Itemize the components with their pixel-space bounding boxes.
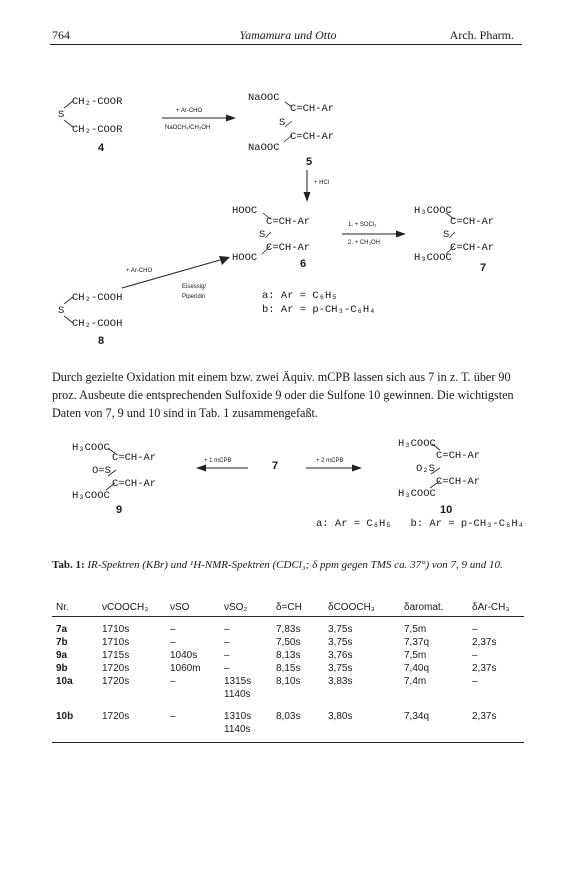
- table-cell: 7,83s: [276, 624, 301, 635]
- reagent-archo: + Ar-CHO: [176, 108, 203, 114]
- col-header-delta-ar-ch3: δAr-CH₃: [468, 598, 524, 617]
- row-number-cell: 10a: [56, 676, 73, 687]
- row-number-cell: [52, 723, 98, 743]
- row-number-cell: 9b: [56, 663, 68, 674]
- substituent-b: b: Ar = p-CH₃-C₆H₄: [262, 304, 376, 316]
- table-caption-label: Tab. 1:: [52, 559, 85, 571]
- compound-10-number: 10: [440, 504, 453, 516]
- col-header-nu-so2: νSO₂: [220, 598, 272, 617]
- table-cell: –: [472, 624, 478, 635]
- table-cell: [324, 723, 400, 743]
- table-header-row: [52, 598, 524, 617]
- table-row: [52, 636, 524, 649]
- table-row: [52, 701, 524, 723]
- table-cell: 3,76s: [328, 650, 353, 661]
- compound-4-line1: CH₂-COOR: [72, 96, 123, 108]
- table-cell: 2,37s: [472, 663, 497, 674]
- table-cell: 1040s: [170, 650, 198, 661]
- reagent-piperidin: Piperidin: [182, 294, 206, 300]
- compound-10-line3: H₃COOC: [398, 488, 436, 500]
- compound-4-sulfur: S: [58, 109, 65, 121]
- compound-10-line2: C=CH-Ar: [436, 476, 481, 488]
- compound-8-number: 8: [98, 335, 105, 347]
- table-cell: –: [170, 637, 176, 648]
- body-paragraph: Durch gezielte Oxidation mit einem bzw. zwei Äquiv. mCPB lassen sich aus 7 in z. T. über 90 proz. Ausbeute die entsprechenden Sulfoxide 9 oder die Sulfone 10 gewinnen. Die wichtigsten Daten von 7, 9 und 10 sind in Tab. 1 zusammengefaßt.: [52, 370, 514, 420]
- table-cell: –: [224, 637, 230, 648]
- table-cell: 1315s: [224, 676, 252, 687]
- table-cell: [98, 723, 166, 743]
- compound-6-number: 6: [300, 258, 307, 270]
- row-number-cell: 7b: [56, 637, 68, 648]
- table-cell: [166, 688, 220, 701]
- table-cell: 8,13s: [276, 650, 301, 661]
- col-header-nu-cooch3: νCOOCH₃: [98, 598, 166, 617]
- compound-8-sulfur: S: [58, 305, 65, 317]
- table-cell: 1140s: [224, 689, 251, 700]
- table-cell: 7,5m: [404, 624, 427, 635]
- table-cell: 7,34q: [404, 711, 430, 722]
- compound-9-line2: C=CH-Ar: [112, 478, 157, 490]
- table-cell: –: [472, 650, 478, 661]
- row-number-cell: 9a: [56, 650, 68, 661]
- col-header-nu-so: νSO: [166, 598, 220, 617]
- running-authors: Yamamura und Otto: [239, 28, 337, 42]
- table-cell: –: [224, 650, 230, 661]
- journal-name: Arch. Pharm.: [449, 28, 514, 42]
- table-cell: 7,40q: [404, 663, 430, 674]
- table-cell: 8,15s: [276, 663, 301, 674]
- compound-10-sulfone: O₂S: [416, 463, 435, 475]
- table-cell: –: [224, 624, 230, 635]
- table-cell: 1710s: [102, 624, 130, 635]
- table-cell: –: [224, 663, 230, 674]
- compound-7-center: 7: [272, 460, 279, 472]
- table-cell: 3,75s: [328, 663, 353, 674]
- compound-5-line1: NaOOC: [248, 92, 280, 104]
- table-caption: [52, 558, 524, 573]
- compound-5-line1b: C=CH-Ar: [290, 103, 335, 115]
- reagent-hcl: + HCl: [314, 180, 330, 186]
- compound-5-sulfur: S: [279, 117, 286, 129]
- compound-9-number: 9: [116, 504, 123, 516]
- table-cell: 7,4m: [404, 676, 427, 687]
- table-cell: 1310s: [224, 711, 252, 722]
- compound-10-line1: H₃COOC: [398, 438, 436, 450]
- compound-10-line1b: C=CH-Ar: [436, 450, 481, 462]
- table-cell: 1710s: [102, 637, 130, 648]
- compound-7-line3: H₃COOC: [414, 252, 452, 264]
- col-header-delta-ch: δ=CH: [272, 598, 324, 617]
- table-row: [52, 688, 524, 701]
- table-cell: 3,83s: [328, 676, 353, 687]
- table-cell: 3,75s: [328, 624, 353, 635]
- substituent-a: a: Ar = C₆H₅: [262, 290, 338, 302]
- compound-6-line1b: C=CH-Ar: [266, 216, 311, 228]
- table-caption-text: IR-Spektren (KBr) und ¹H-NMR-Spektren (CDCl₃; δ ppm gegen TMS ca. 37°) von 7, 9 und 10.: [87, 559, 503, 571]
- reagent-naoch3: NaOCH₃/CH₃OH: [165, 125, 211, 131]
- compound-7-line1: H₃COOC: [414, 205, 452, 217]
- compound-7-line2: C=CH-Ar: [450, 242, 495, 254]
- compound-6-line3: HOOC: [232, 252, 258, 264]
- table-cell: –: [170, 676, 176, 687]
- compound-7-number: 7: [480, 262, 487, 274]
- table-row: [52, 723, 524, 743]
- table-cell: 1715s: [102, 650, 130, 661]
- compound-9-line1b: C=CH-Ar: [112, 452, 157, 464]
- table-cell: [400, 688, 468, 701]
- table-cell: [98, 688, 166, 701]
- table-body: [52, 617, 524, 743]
- table-cell: [468, 723, 524, 743]
- table-cell: 1140s: [220, 723, 272, 743]
- table-cell: 8,03s: [276, 711, 301, 722]
- row-number-cell: [52, 688, 98, 701]
- page-number: 764: [52, 28, 70, 42]
- table-cell: 7,50s: [276, 637, 301, 648]
- compound-9-line3: H₃COOC: [72, 490, 110, 502]
- compound-4-line2: CH₂-COOR: [72, 124, 123, 136]
- compound-9-line1: H₃COOC: [72, 442, 110, 454]
- reagent-eisessig: Eisessig/: [182, 284, 207, 290]
- table-cell: [272, 688, 324, 701]
- compound-6-sulfur: S: [259, 229, 266, 241]
- table-cell: –: [170, 711, 176, 722]
- table-cell: 1720s: [102, 663, 130, 674]
- table-cell: 3,75s: [328, 637, 353, 648]
- compound-8-line1: CH₂-COOH: [72, 292, 123, 304]
- spectra-table: [52, 598, 524, 743]
- table-cell: 8,10s: [276, 676, 301, 687]
- table-cell: 1720s: [102, 676, 130, 687]
- compound-5-line3: NaOOC: [248, 142, 280, 154]
- row-number-cell: 10b: [56, 711, 74, 722]
- reagent-socl2: 1. + SOCl₂: [348, 222, 377, 228]
- compound-6-line2: C=CH-Ar: [266, 242, 311, 254]
- reagent-archo-2: + Ar-CHO: [126, 268, 153, 274]
- table-cell: [324, 688, 400, 701]
- compound-7-sulfur: S: [443, 229, 450, 241]
- reagent-ch3oh: 2. + CH₃OH: [348, 240, 380, 246]
- compound-5-line2: C=CH-Ar: [290, 131, 335, 143]
- table-row: [52, 675, 524, 688]
- row-number-cell: 7a: [56, 624, 68, 635]
- table-cell: [166, 723, 220, 743]
- reagent-2-mcpb: + 2 mCPB: [316, 458, 344, 464]
- table-row: [52, 649, 524, 662]
- table-cell: –: [170, 624, 176, 635]
- substituent-legend-2: a: Ar = C₆H₅ b: Ar = p-CH₃-C₆H₄: [316, 518, 524, 530]
- compound-9-sulfoxide: O=S: [92, 465, 111, 477]
- table-cell: 3,80s: [328, 711, 353, 722]
- table-cell: 7,37q: [404, 637, 430, 648]
- compound-5-number: 5: [306, 156, 313, 168]
- table-cell: [468, 688, 524, 701]
- col-header-nr: Nr.: [52, 598, 98, 617]
- scheme-1-bonds: [0, 0, 576, 360]
- table-cell: –: [472, 676, 478, 687]
- table-cell: 1720s: [102, 711, 130, 722]
- compound-8-line2: CH₂-COOH: [72, 318, 123, 330]
- table-cell: 2,37s: [472, 637, 497, 648]
- col-header-delta-cooch3: δCOOCH₃: [324, 598, 400, 617]
- col-header-delta-aromat: δaromat.: [400, 598, 468, 617]
- table-row: [52, 617, 524, 637]
- compound-7-line1b: C=CH-Ar: [450, 216, 495, 228]
- reagent-1-mcpb: + 1 mCPB: [204, 458, 232, 464]
- table-cell: 7,5m: [404, 650, 427, 661]
- compound-4-number: 4: [98, 142, 105, 154]
- table-row: [52, 662, 524, 675]
- compound-6-line1: HOOC: [232, 205, 258, 217]
- scheme-2-bonds: [0, 430, 576, 510]
- table-cell: 2,37s: [472, 711, 497, 722]
- table-cell: [400, 723, 468, 743]
- table-cell: [272, 723, 324, 743]
- table-cell: 1060m: [170, 663, 201, 674]
